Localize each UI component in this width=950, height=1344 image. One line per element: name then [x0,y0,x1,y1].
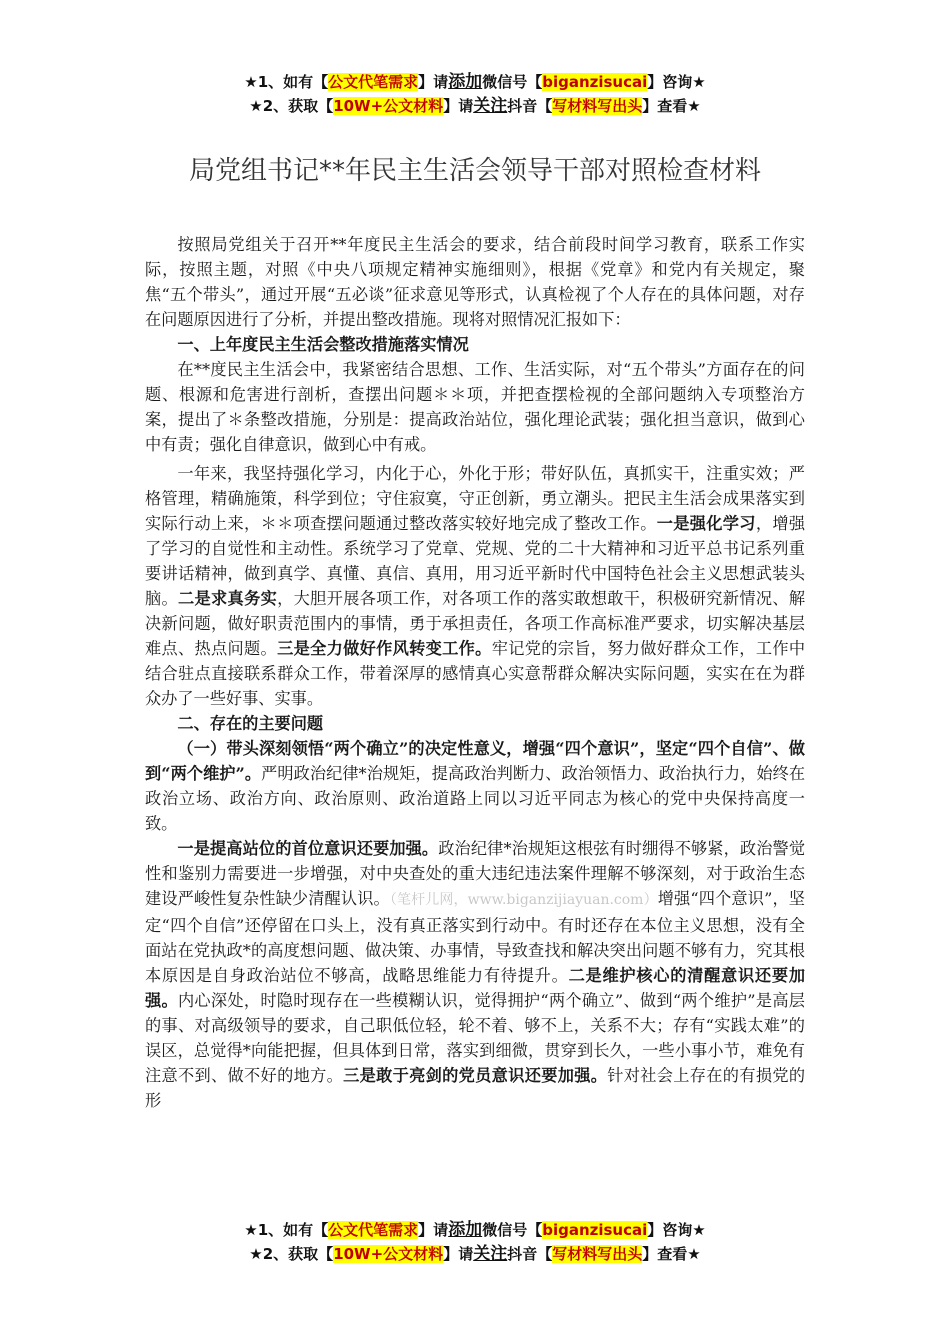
promo-line-2: ★2、获取【10W+公文材料】请关注抖音【写材料写出头】查看★ [249,96,701,116]
paragraph-subsection-1: （一）带头深刻领悟“两个确立”的决定性意义，增强“四个意识”，坚定“四个自信”、做到“两个维护”。严明政治纪律*治规矩，提高政治判断力、政治领悟力、政治执行力，始终在政治立场、政治方向、政治原则、政治道路上同以习近平同志为核心的党中央保持高度一致。 [145,739,806,833]
document-title: 局党组书记**年民主生活会领导干部对照检查材料 [188,156,761,186]
footer-promo-banner [0,1218,950,1266]
paragraph-rectification: 一年来，我坚持强化学习，内化于心，外化于形；带好队伍，真抓实干，注重实效；严格管理，精确施策，科学到位；守住寂寞，守正创新，勇立潮头。把民主生活会成果落实到实际行动上来，＊＊项查摆问题通过整改落实较好地完成了整改工作。一是强化学习，增强了学习的自觉性和主动性。系统学习了党章、党规、党的二十大精神和习近平总书记系列重要讲话精神，做到真学、真懂、真信、真用，用习近平新时代中国特色社会主义思想武装头脑。二是求真务实，大胆开展各项工作，对各项工作的落实敢想敢干，积极研究新情况、解决新问题，做好职责范围内的事情，勇于承担责任，各项工作高标准严要求，切实解决基层难点、热点问题。三是全力做好作风转变工作。牢记党的宗旨，努力做好群众工作，工作中结合驻点直接联系群众工作，带着深厚的感情真心实意帮群众解决实际问题，实实在在为群众办了一些好事、实事。 [145,464,806,708]
promo-line-2-footer: ★2、获取【10W+公文材料】请关注抖音【写材料写出头】查看★ [249,1244,701,1264]
section-heading-2: 二、存在的主要问题 [177,714,324,733]
watermark-text: （笔杆儿网，www.biganzijiayuan.com） [389,892,658,908]
paragraph-problems: 一是提高站位的首位意识还要加强。政治纪律*治规矩这根弦有时绷得不够紧，政治警觉性和鉴别力需要进一步增强，对中央查处的重大违纪违法案件理解不够深刻，对于政治生态建设严峻性复杂性缺少清醒认识。（笔杆儿网，www.biganzijiayuan.com）增强“四个意识”，坚定“四个自信”还停留在口头上，没有真正落实到行动中。有时还存在本位主义思想，没有全面站在党执政*的高度想问题、做决策、办事情，导致查找和解决突出问题不够有力，究其根本原因是自身政治站位不够高，战略思维能力有待提升。二是维护核心的清醒意识还要加强。内心深处，时隐时现存在一些模糊认识，觉得拥护“两个确立”、做到“两个维护”是高层的事、对高级领导的要求，自己职低位轻，轮不着、够不上，关系不大；存有“实践太难”的误区，总觉得*向能把握，但具体到日常，落实到细微，贯穿到长久，一些小事小节，难免有注意不到、做不好的地方。三是敢于亮剑的党员意识还要加强。针对社会上存在的有损党的形 [145,839,806,1110]
promo-line-1: ★1、如有【公文代笔需求】请添加微信号【biganzisucai】咨询★ [244,72,706,92]
document-body [145,232,805,1113]
paragraph-last-year: 在**度民主生活会中，我紧密结合思想、工作、生活实际，对“五个带头”方面存在的问题、根源和危害进行剖析，查摆出问题＊＊项，并把查摆检视的全部问题纳入专项整治方案，提出了＊条整改措施，分别是：提高政治站位，强化理论武装；强化担当意识，做到心中有责；强化自律意识，做到心中有戒。 [145,360,805,454]
section-heading-1: 一、上年度民主生活会整改措施落实情况 [177,335,469,354]
promo-line-1-footer: ★1、如有【公文代笔需求】请添加微信号【biganzisucai】咨询★ [244,1220,706,1240]
header-promo-banner [0,70,950,118]
intro-paragraph: 按照局党组关于召开**年度民主生活会的要求，结合前段时间学习教育，联系工作实际，按照主题，对照《中央八项规定精神实施细则》，根据《党章》和党内有关规定，聚焦“五个带头”，通过开展“五必谈”征求意见等形式，认真检视了个人存在的具体问题，对存在问题原因进行了分析，并提出整改措施。现将对照情况汇报如下： [145,235,805,329]
